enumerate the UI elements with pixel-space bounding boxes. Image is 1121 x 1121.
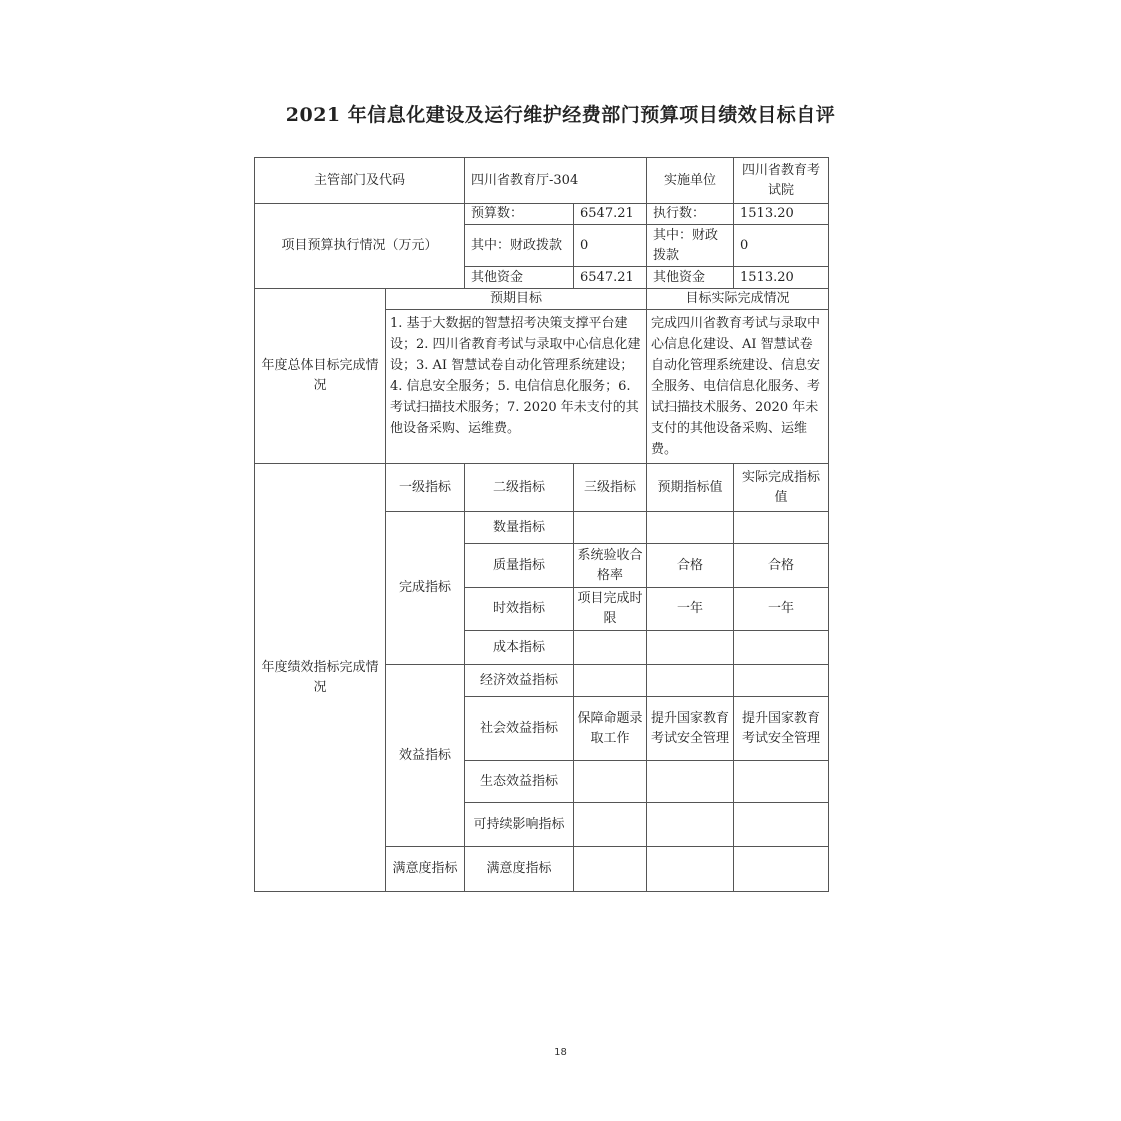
- level3-cell: 项目完成时限: [574, 588, 647, 631]
- level2-cell: 社会效益指标: [465, 697, 574, 761]
- actual-cell: 一年: [734, 588, 829, 631]
- actual-cell: [734, 761, 829, 803]
- level2-cell: 时效指标: [465, 588, 574, 631]
- fiscal-label-left: 其中：财政拨款: [465, 225, 574, 267]
- budget-label: 项目预算执行情况（万元）: [255, 204, 465, 289]
- col-header-actual: 实际完成指标值: [734, 464, 829, 512]
- exec-amount-label: 执行数：: [647, 204, 734, 225]
- expected-cell: [647, 761, 734, 803]
- performance-evaluation-table: [254, 157, 829, 892]
- level2-cell: 质量指标: [465, 544, 574, 588]
- actual-cell: [734, 631, 829, 665]
- level2-cell: 经济效益指标: [465, 665, 574, 697]
- dept-value: 四川省教育厅-304: [465, 158, 647, 204]
- expected-goal-text: 1. 基于大数据的智慧招考决策支撑平台建设；2. 四川省教育考试与录取中心信息化建设；3. AI 智慧试卷自动化管理系统建设；4. 信息安全服务；5. 电信信息化服务；6. 考试扫描技术服务；7. 2020 年未支付的其他设备采购、运维费。: [386, 310, 647, 464]
- group-satisfaction: 满意度指标: [386, 847, 465, 892]
- level3-cell: 保障命题录取工作: [574, 697, 647, 761]
- level3-cell: [574, 631, 647, 665]
- fiscal-value-left: 0: [574, 225, 647, 267]
- other-value-right: 1513.20: [734, 267, 829, 289]
- col-header-level3: 三级指标: [574, 464, 647, 512]
- dept-label: 主管部门及代码: [255, 158, 465, 204]
- expected-cell: [647, 803, 734, 847]
- col-header-level2: 二级指标: [465, 464, 574, 512]
- other-label-right: 其他资金: [647, 267, 734, 289]
- col-header-level1: 一级指标: [386, 464, 465, 512]
- table-row: [255, 204, 829, 225]
- expected-cell: [647, 665, 734, 697]
- level3-cell: [574, 512, 647, 544]
- impl-label: 实施单位: [647, 158, 734, 204]
- level3-cell: [574, 847, 647, 892]
- col-header-expected: 预期指标值: [647, 464, 734, 512]
- level3-cell: [574, 803, 647, 847]
- budget-amount-value: 6547.21: [574, 204, 647, 225]
- other-value-left: 6547.21: [574, 267, 647, 289]
- budget-amount-label: 预算数：: [465, 204, 574, 225]
- indicators-label: 年度绩效指标完成情况: [255, 464, 386, 892]
- expected-cell: 一年: [647, 588, 734, 631]
- actual-cell: [734, 847, 829, 892]
- group-benefit: 效益指标: [386, 665, 465, 847]
- other-label-left: 其他资金: [465, 267, 574, 289]
- group-completion: 完成指标: [386, 512, 465, 665]
- level2-cell: 数量指标: [465, 512, 574, 544]
- fiscal-label-right: 其中：财政拨款: [647, 225, 734, 267]
- level2-cell: 成本指标: [465, 631, 574, 665]
- document-title: 2021 年信息化建设及运行维护经费部门预算项目绩效目标自评: [285, 104, 836, 126]
- expected-cell: [647, 631, 734, 665]
- actual-goal-header: 目标实际完成情况: [647, 289, 829, 310]
- expected-cell: 提升国家教育考试安全管理: [647, 697, 734, 761]
- exec-amount-value: 1513.20: [734, 204, 829, 225]
- actual-cell: 合格: [734, 544, 829, 588]
- expected-cell: [647, 847, 734, 892]
- expected-cell: [647, 512, 734, 544]
- actual-cell: [734, 512, 829, 544]
- page-number: 18: [554, 1047, 567, 1058]
- actual-cell: 提升国家教育考试安全管理: [734, 697, 829, 761]
- actual-goal-text: 完成四川省教育考试与录取中心信息化建设、AI 智慧试卷自动化管理系统建设、信息安全服务、电信信息化服务、考试扫描技术服务、2020 年未支付的其他设备采购、运维费。: [647, 310, 829, 464]
- expected-cell: 合格: [647, 544, 734, 588]
- table-row: [255, 464, 829, 512]
- level2-cell: 可持续影响指标: [465, 803, 574, 847]
- actual-cell: [734, 803, 829, 847]
- expected-goal-header: 预期目标: [386, 289, 647, 310]
- table-row: [255, 158, 829, 204]
- level2-cell: 满意度指标: [465, 847, 574, 892]
- level3-cell: [574, 761, 647, 803]
- level2-cell: 生态效益指标: [465, 761, 574, 803]
- annual-goal-label: 年度总体目标完成情况: [255, 289, 386, 464]
- fiscal-value-right: 0: [734, 225, 829, 267]
- table-row: [255, 289, 829, 310]
- level3-cell: [574, 665, 647, 697]
- level3-cell: 系统验收合格率: [574, 544, 647, 588]
- impl-value: 四川省教育考试院: [734, 158, 829, 204]
- actual-cell: [734, 665, 829, 697]
